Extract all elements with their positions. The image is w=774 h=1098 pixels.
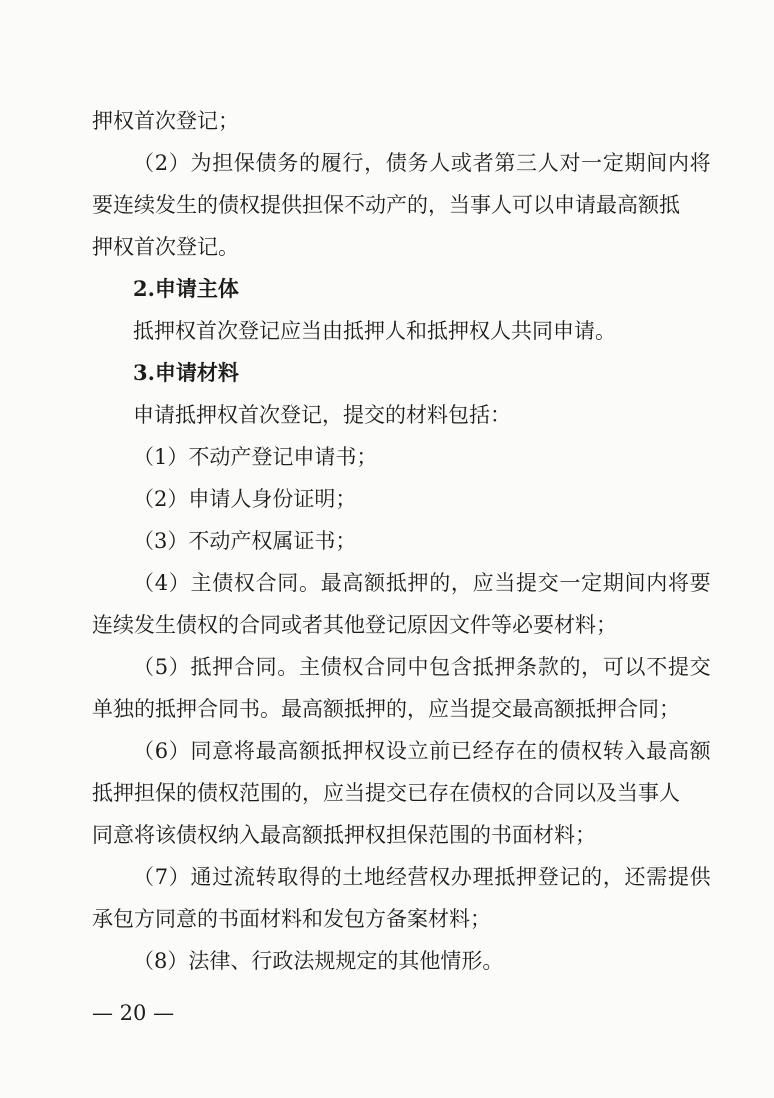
text-glyph: 的	[429, 571, 451, 595]
text-glyph: ）	[168, 865, 190, 889]
text-glyph: 债	[470, 781, 491, 805]
text-glyph: 债	[197, 781, 218, 805]
material-item-4-line-1	[133, 570, 711, 596]
material-item-5-line-1	[133, 654, 711, 680]
text-glyph: 一	[559, 571, 581, 595]
text-glyph: 人	[659, 781, 680, 805]
text-glyph: 在	[449, 781, 470, 805]
text-glyph: 提	[365, 781, 386, 805]
text-glyph: 高	[533, 697, 554, 721]
text-glyph: 将	[667, 571, 689, 595]
text-glyph: 押	[494, 655, 516, 679]
text-glyph: ，	[364, 151, 386, 175]
text-glyph: 事	[470, 193, 491, 217]
material-item-4-line-2: 连续发生债权的合同或者其他登记原因文件等必要材料；	[92, 613, 617, 637]
text-glyph: 权	[218, 781, 239, 805]
text-glyph: 押	[596, 697, 617, 721]
text-glyph: 不	[646, 655, 668, 679]
text-glyph: 理	[472, 865, 494, 889]
text-glyph: 意	[212, 739, 234, 763]
text-glyph: 额	[638, 193, 659, 217]
text-glyph: 定	[581, 571, 603, 595]
text-glyph: 合	[233, 655, 255, 679]
text-glyph: 中	[407, 655, 429, 679]
text-glyph: 交	[537, 571, 559, 595]
text-glyph: 需	[646, 865, 668, 889]
text-glyph: 债	[559, 739, 581, 763]
text-glyph: 范	[239, 781, 260, 805]
text-glyph: 抵	[344, 697, 365, 721]
text-glyph: 发	[155, 193, 176, 217]
text-glyph: 主	[190, 571, 212, 595]
text-glyph: 间	[646, 151, 668, 175]
text-glyph: 的	[537, 739, 559, 763]
text-glyph: 经	[472, 739, 494, 763]
page-number: — 20 —	[92, 1001, 175, 1025]
text-glyph: 请	[575, 193, 596, 217]
text-glyph: 同	[218, 697, 239, 721]
text-glyph: 合	[617, 697, 638, 721]
text-glyph: 登	[537, 865, 559, 889]
text-glyph: 高	[667, 739, 689, 763]
text-glyph: 提	[667, 655, 689, 679]
text-glyph: 营	[407, 865, 429, 889]
text-glyph: 当	[494, 571, 516, 595]
text-glyph: 权	[581, 739, 603, 763]
text-glyph: 及	[596, 781, 617, 805]
text-glyph: ）	[168, 571, 190, 595]
text-glyph: 押	[365, 697, 386, 721]
text-glyph: 担	[134, 781, 155, 805]
text-glyph: 同	[255, 655, 277, 679]
section-heading-applicant: 2.申请主体	[133, 276, 239, 301]
text-glyph: 当	[449, 697, 470, 721]
text-glyph: 额	[299, 739, 320, 763]
text-glyph: 要	[92, 193, 113, 217]
material-item-7-line-2: 承包方同意的书面材料和发包方备案材料；	[92, 907, 491, 931]
text-glyph: 抵	[494, 865, 516, 889]
text-glyph: 人	[537, 151, 559, 175]
text-glyph: 款	[537, 655, 559, 679]
text-glyph: 三	[516, 151, 538, 175]
text-glyph: ，	[602, 865, 624, 889]
text-glyph: 债	[255, 151, 277, 175]
text-glyph: 对	[559, 151, 581, 175]
text-glyph: 期	[624, 151, 646, 175]
text-glyph: 同	[385, 655, 407, 679]
text-glyph: 书	[239, 697, 260, 721]
text-glyph: 5	[154, 655, 169, 679]
text-glyph: ，	[450, 571, 472, 595]
text-glyph: 申	[554, 193, 575, 217]
text-glyph: 最	[320, 571, 342, 595]
text-glyph: 的	[320, 865, 342, 889]
text-glyph: 合	[533, 781, 554, 805]
text-glyph: 权	[233, 571, 255, 595]
text-glyph: 还	[624, 865, 646, 889]
text-glyph: 为	[190, 151, 212, 175]
text-glyph: 抵	[155, 697, 176, 721]
text-glyph: 高	[617, 193, 638, 217]
text-glyph: 债	[218, 193, 239, 217]
text-glyph: 同	[190, 739, 212, 763]
material-item-6-line-3: 同意将该债权纳入最高额抵押权担保范围的书面材料；	[92, 823, 596, 847]
text-glyph: 6	[154, 739, 169, 763]
text-glyph: 权	[429, 865, 451, 889]
text-glyph: 可	[602, 655, 624, 679]
text-glyph: 同	[554, 781, 575, 805]
text-glyph: 将	[689, 151, 711, 175]
text-glyph: 合	[197, 697, 218, 721]
text-glyph: 务	[277, 151, 299, 175]
text-glyph: ，	[428, 193, 449, 217]
text-glyph: 应	[323, 781, 344, 805]
text-glyph: 应	[428, 697, 449, 721]
text-glyph: 第	[494, 151, 516, 175]
material-item-3: （3）不动产权属证书；	[133, 529, 357, 553]
material-item-2: （2）申请人身份证明；	[133, 487, 357, 511]
text-glyph: 主	[299, 655, 320, 679]
text-glyph: 同	[277, 571, 299, 595]
text-glyph: 额	[323, 697, 344, 721]
text-glyph: 高	[277, 739, 299, 763]
text-glyph: 债	[385, 151, 407, 175]
text-glyph: 在	[516, 739, 538, 763]
text-glyph: 存	[428, 781, 449, 805]
text-glyph: 当	[344, 781, 365, 805]
text-glyph: ，	[407, 697, 428, 721]
text-glyph: 定	[602, 151, 624, 175]
text-glyph: 权	[491, 781, 512, 805]
text-glyph: 4	[154, 571, 169, 595]
text-glyph: 已	[450, 739, 472, 763]
text-glyph: 最	[596, 193, 617, 217]
text-glyph: 过	[212, 865, 234, 889]
text-glyph: 含	[450, 655, 472, 679]
text-glyph: 土	[342, 865, 364, 889]
text-glyph: （	[133, 865, 154, 889]
text-glyph: 额	[689, 739, 711, 763]
text-glyph: 得	[299, 865, 320, 889]
text-glyph: 内	[646, 571, 668, 595]
text-glyph: 通	[190, 865, 212, 889]
text-glyph: 期	[602, 571, 624, 595]
text-glyph: 记	[559, 865, 581, 889]
text-glyph: 务	[407, 151, 429, 175]
text-glyph: 内	[667, 151, 689, 175]
text-glyph: 押	[407, 571, 429, 595]
text-glyph: 地	[364, 865, 386, 889]
material-item-5-line-2	[92, 696, 680, 722]
text-glyph: 交	[386, 781, 407, 805]
text-glyph: 以	[575, 781, 596, 805]
text-glyph: （	[133, 655, 154, 679]
text-glyph: 经	[385, 865, 407, 889]
text-glyph: 抵	[320, 739, 342, 763]
material-item-1: （1）不动产登记申请书；	[133, 445, 378, 469]
text-glyph: 动	[365, 193, 386, 217]
text-glyph: 权	[364, 739, 386, 763]
text-glyph: 单	[92, 697, 113, 721]
text-glyph: 的	[559, 655, 581, 679]
text-glyph: ）	[168, 655, 190, 679]
text-glyph: 要	[689, 571, 711, 595]
text-glyph: 的	[512, 781, 533, 805]
text-glyph: 保	[323, 193, 344, 217]
text-glyph: 已	[407, 781, 428, 805]
list-item-2-line-2	[92, 192, 680, 218]
text-glyph: 最	[281, 697, 302, 721]
text-glyph: 交	[491, 697, 512, 721]
applicant-paragraph: 抵押权首次登记应当由抵押人和抵押权人共同申请。	[133, 319, 616, 343]
text-glyph: 供	[281, 193, 302, 217]
text-glyph: 抵	[575, 697, 596, 721]
text-glyph: 可	[512, 193, 533, 217]
text-glyph: 抵	[190, 655, 212, 679]
text-glyph: 最	[512, 697, 533, 721]
text-glyph: 以	[624, 655, 646, 679]
text-glyph: 独	[113, 697, 134, 721]
text-glyph: 最	[255, 739, 277, 763]
text-glyph: 2	[154, 151, 169, 175]
text-glyph: 押	[113, 781, 134, 805]
text-glyph: 高	[342, 571, 364, 595]
text-glyph: 当	[617, 781, 638, 805]
text-glyph: 押	[212, 655, 234, 679]
text-glyph: 续	[134, 193, 155, 217]
text-glyph: 入	[624, 739, 646, 763]
text-glyph: 提	[470, 697, 491, 721]
text-glyph: 权	[239, 193, 260, 217]
text-glyph: 。	[299, 571, 320, 595]
text-glyph: 的	[299, 151, 320, 175]
text-glyph: ）	[168, 151, 190, 175]
text-glyph: 履	[320, 151, 342, 175]
text-glyph: 权	[342, 655, 364, 679]
text-glyph: 押	[176, 697, 197, 721]
text-glyph: 事	[638, 781, 659, 805]
materials-intro: 申请抵押权首次登记，提交的材料包括：	[133, 403, 511, 427]
text-glyph: 立	[407, 739, 429, 763]
text-glyph: 间	[624, 571, 646, 595]
text-glyph: ，	[581, 655, 603, 679]
text-glyph: 额	[364, 571, 386, 595]
text-glyph: 将	[233, 739, 255, 763]
text-glyph: 连	[113, 193, 134, 217]
text-glyph: 围	[260, 781, 281, 805]
material-item-6-line-2	[92, 780, 680, 806]
text-glyph: 办	[450, 865, 472, 889]
text-glyph: 保	[233, 151, 255, 175]
text-glyph: 的	[176, 781, 197, 805]
text-glyph: 7	[154, 865, 169, 889]
text-glyph: 的	[281, 781, 302, 805]
text-glyph: ；	[659, 697, 680, 721]
text-glyph: 的	[197, 193, 218, 217]
text-glyph: 包	[429, 655, 451, 679]
text-glyph: 一	[581, 151, 603, 175]
text-glyph: 提	[667, 865, 689, 889]
material-item-6-line-1	[133, 738, 711, 764]
text-glyph: 转	[255, 865, 277, 889]
text-glyph: 提	[260, 193, 281, 217]
text-glyph: 供	[689, 865, 711, 889]
text-glyph: 提	[516, 571, 538, 595]
text-glyph: 流	[233, 865, 255, 889]
text-glyph: 。	[277, 655, 299, 679]
text-glyph: 高	[302, 697, 323, 721]
text-glyph: （	[133, 151, 154, 175]
text-glyph: 前	[429, 739, 451, 763]
text-glyph: 设	[385, 739, 407, 763]
text-glyph: 的	[407, 193, 428, 217]
text-glyph: 抵	[659, 193, 680, 217]
text-glyph: 不	[344, 193, 365, 217]
text-glyph: （	[133, 739, 154, 763]
text-glyph: 抵	[385, 571, 407, 595]
material-item-7-line-1	[133, 864, 711, 890]
text-glyph: 或	[450, 151, 472, 175]
text-glyph: 当	[449, 193, 470, 217]
text-glyph: 抵	[92, 781, 113, 805]
text-glyph: 押	[342, 739, 364, 763]
text-glyph: 应	[472, 571, 494, 595]
text-glyph: 合	[364, 655, 386, 679]
text-glyph: 生	[176, 193, 197, 217]
list-item-2-line-1	[133, 150, 711, 176]
text-glyph: 转	[602, 739, 624, 763]
material-item-8: （8）法律、行政法规规定的其他情形。	[133, 949, 504, 973]
text-glyph: 债	[212, 571, 234, 595]
text-glyph: 存	[494, 739, 516, 763]
text-glyph: ，	[302, 781, 323, 805]
text-glyph: 。	[260, 697, 281, 721]
text-glyph: 人	[491, 193, 512, 217]
text-glyph: 担	[212, 151, 234, 175]
text-glyph: 行	[342, 151, 364, 175]
list-item-2-line-3: 押权首次登记。	[92, 235, 239, 259]
text-glyph: 债	[320, 655, 342, 679]
text-glyph: ）	[168, 739, 190, 763]
section-heading-materials: 3.申请材料	[133, 360, 239, 385]
text-glyph: 合	[255, 571, 277, 595]
text-glyph: 的	[581, 865, 603, 889]
text-glyph: （	[133, 571, 154, 595]
text-glyph: 最	[646, 739, 668, 763]
text-glyph: 人	[429, 151, 451, 175]
text-glyph: 交	[689, 655, 711, 679]
text-glyph: 额	[554, 697, 575, 721]
text-glyph: 产	[386, 193, 407, 217]
text-glyph: 取	[277, 865, 299, 889]
text-glyph: 抵	[472, 655, 494, 679]
text-glyph: 条	[516, 655, 538, 679]
text-glyph: 以	[533, 193, 554, 217]
text-glyph: 的	[134, 697, 155, 721]
text-glyph: 保	[155, 781, 176, 805]
text-glyph: 的	[386, 697, 407, 721]
text-glyph: 押	[516, 865, 538, 889]
text-glyph: 担	[302, 193, 323, 217]
text-glyph: 同	[638, 697, 659, 721]
text-line-continuation: 押权首次登记；	[92, 109, 239, 133]
text-glyph: 者	[472, 151, 494, 175]
